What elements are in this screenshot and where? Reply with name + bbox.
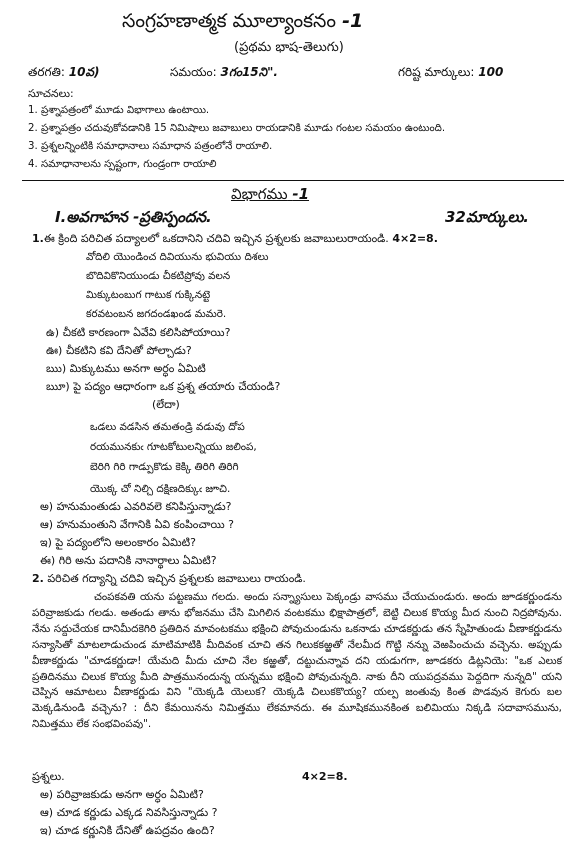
class-label: తరగతి: xyxy=(28,65,65,79)
or-separator: (లేదా) xyxy=(152,398,180,411)
instruction-item: 3. ప్రశ్నలన్నింటికి సమాధానాలు సమాధాన పత్రంలోనే రాయాలి. xyxy=(28,141,273,152)
sub-question: ఋ) మిక్కుటము అనగా అర్ధం ఏమిటి xyxy=(46,362,206,375)
poem-line: వోదిలి యొండించ దివియును భువియు దిశలు xyxy=(86,251,269,263)
max-marks-info xyxy=(398,65,503,82)
instruction-item: 1. ప్రశ్నాపత్రంలో మూడు విభాగాలు ఉంటాయి. xyxy=(28,105,210,116)
exam-title xyxy=(122,10,363,37)
question-2-text: పరిచిత గద్యాన్ని చదివి ఇచ్చిన ప్రశ్నలకు జవాబులు రాయండి. xyxy=(47,572,306,585)
instruction-item: 2. ప్రశ్నాపత్రం చదువుకోవడానికి 15 నిమిషాలు జవాబులు రాయడానికి మూడు గంటల సమయం ఉంటుంది. xyxy=(28,123,446,134)
sub-question: ఈ) గిరి అను పదానికి నానార్థాలు ఏమిటి? xyxy=(40,554,217,567)
part-title: I.అవగాహన -ప్రతిస్పందన. xyxy=(55,208,212,226)
section-label: విభాగము xyxy=(231,185,288,203)
prose-paragraph: చంపకవతి యను పట్టణము గలదు. అందు సన్న్యాసులు పెక్కండ్రు వాసము చేయుచుండురు. అందు జూడకర్ణుండను పరివ్రాజకుడు గలడు. అతండు తాను భోజనము చేసి మిగిలిన వంటకము భిక్షాపాత్రలో, బెట్టి చిలుక కొయ్య మీద నుంచి నిద్రపోవును. నేను సద్దుచేయక దానిమీదకెగిరి ప్రతిదిన మావంటకము భక్షించి పోవుచుండును ఒకనాడు చూడకర్ణుడు తన స్నేహితుండు వీణాకర్ణుడను సన్యాసితో మాటలాడుచుండ మాటిమాటికి మీదివంక చూచి తన గిలుకకఱ్ఱతో నేలమీద గొట్టి నన్ను వెఱపించుచు వచ్చెను. అప్పుడు వీణాకర్ణుడు "చూడకర్ణుడా! యేమది మీదు చూచి నేల కఱ్ఱతో, దట్టుచున్నావ దని యడుగగా, జూడకరు డిట్లనియె: "ఒక ఎలుక ప్రతిదినము చిలుక కొయ్య మీది పాత్రమునందున్న యన్నము భక్షించి పోవుచున్నది. నాకు దీని యుపద్రవము పెద్దదిగా నున్నది" యని చెప్పిన ఆమాటలు వీణాకర్ణుడు విని "యెక్కడి యెలుక? యెక్కడి చిలుకకొయ్య? యల్ప జంతువు కింత పొడవున కెగురు బల మెక్కడినుండి వచ్చెను? : దీని కేమయినను నిమిత్తము లేకమానదు. ఈ మూషికమునకింత బలిమియు నిక్కడి సదావాసమును, నిమిత్తము లేక సంభవింపవు". xyxy=(32,591,562,731)
section-divider xyxy=(22,180,564,181)
exam-title-number: -1 xyxy=(342,10,364,32)
sub-question: అ) పరివ్రాజకుడు అనగా అర్ధం ఏమిటి? xyxy=(40,788,204,801)
question-1-text: ఈ క్రింది పరిచిత పద్యాలలో ఒకదానిని చదివి ఇచ్చిన ప్రశ్నలకు జవాబులురాయండి. xyxy=(43,232,389,245)
sub-question: ౠ) పై పద్యం ఆధారంగా ఒక ప్రశ్న తయారు చేయండి? xyxy=(46,380,281,393)
instructions-heading: సూచనలు: xyxy=(28,87,74,100)
questions-label: ప్రశ్నలు. xyxy=(32,770,65,783)
sub-question: ఊ) చీకటిని కవి దేనితో పోల్చాడు? xyxy=(46,344,192,357)
poem-line: బొదివికొనియుండు చీకటిప్రోవు వలన xyxy=(86,270,231,282)
poem-line: కరవటంబన జగదండఖండ మమరె. xyxy=(86,308,227,320)
max-marks-label: గరిష్ట మార్కులు: xyxy=(398,65,475,79)
instruction-item: 4. సమాధానాలను స్పష్టంగా, గుండ్రంగా రాయాలి xyxy=(28,159,217,170)
poem-line: బెరిగి గిరి గాడ్పుకొడు కెక్కి తిరిగి తిరిగి xyxy=(90,461,239,473)
class-value: 10వ) xyxy=(68,65,100,79)
time-value: 3గం15ని". xyxy=(220,65,278,79)
question-1 xyxy=(32,232,438,248)
part-marks-value: 32మార్కులు. xyxy=(445,208,529,226)
class-info xyxy=(28,65,99,82)
section-number: -1 xyxy=(292,185,310,203)
sub-question: ఇ) చూడ కర్ణునికి దేనితో ఉపద్రవం ఉంది? xyxy=(40,824,215,837)
question-1-marks: 4×2=8. xyxy=(392,232,438,245)
max-marks-value: 100 xyxy=(478,65,504,79)
poem-line: మిక్కుటంబుగ గాటుక గుక్కినట్టె xyxy=(86,289,211,301)
part-marks xyxy=(445,208,529,230)
poem-line: రయమునకుఁ గూటకోటులన్నియు జలింప, xyxy=(90,441,257,453)
section-heading xyxy=(231,185,309,207)
question-2 xyxy=(32,572,306,588)
part-heading xyxy=(55,208,212,230)
sub-question: ఉ) చీకటి కారణంగా ఏవేవి కలిసిపోయాయి? xyxy=(46,326,231,339)
sub-question: అ) హనుమంతుడు ఎవరివలె కనిపిస్తున్నాడు? xyxy=(40,500,232,513)
exam-title-text: సంగ్రహణాత్మక మూల్యాంకనం xyxy=(122,10,337,32)
time-info xyxy=(170,65,278,82)
prose-passage xyxy=(32,590,562,733)
poem-line: ఒడలు వడసిన తమతండ్రి వడువు దోప xyxy=(90,421,245,433)
exam-subtitle: (ప్రథమ భాష-తెలుగు) xyxy=(234,40,344,55)
question-1-number: 1. xyxy=(32,232,44,245)
question-2-marks: 4×2=8. xyxy=(302,770,348,783)
sub-question: ఆ) చూడ కర్ణుడు ఎక్కడ నివసిస్తున్నాడు ? xyxy=(40,806,218,819)
question-2-number: 2. xyxy=(32,572,44,585)
poem-line: యొక్క చో నిల్చి దక్షిణదిక్కుఁ జూచి. xyxy=(90,483,231,495)
sub-question: ఇ) పై పద్యంలోని అలంకారం ఏమిటి? xyxy=(40,536,196,549)
sub-question: ఆ) హనుమంతుని వేగానికి ఏవి కంపించాయి ? xyxy=(40,518,234,531)
time-label: సమయం: xyxy=(170,65,217,79)
